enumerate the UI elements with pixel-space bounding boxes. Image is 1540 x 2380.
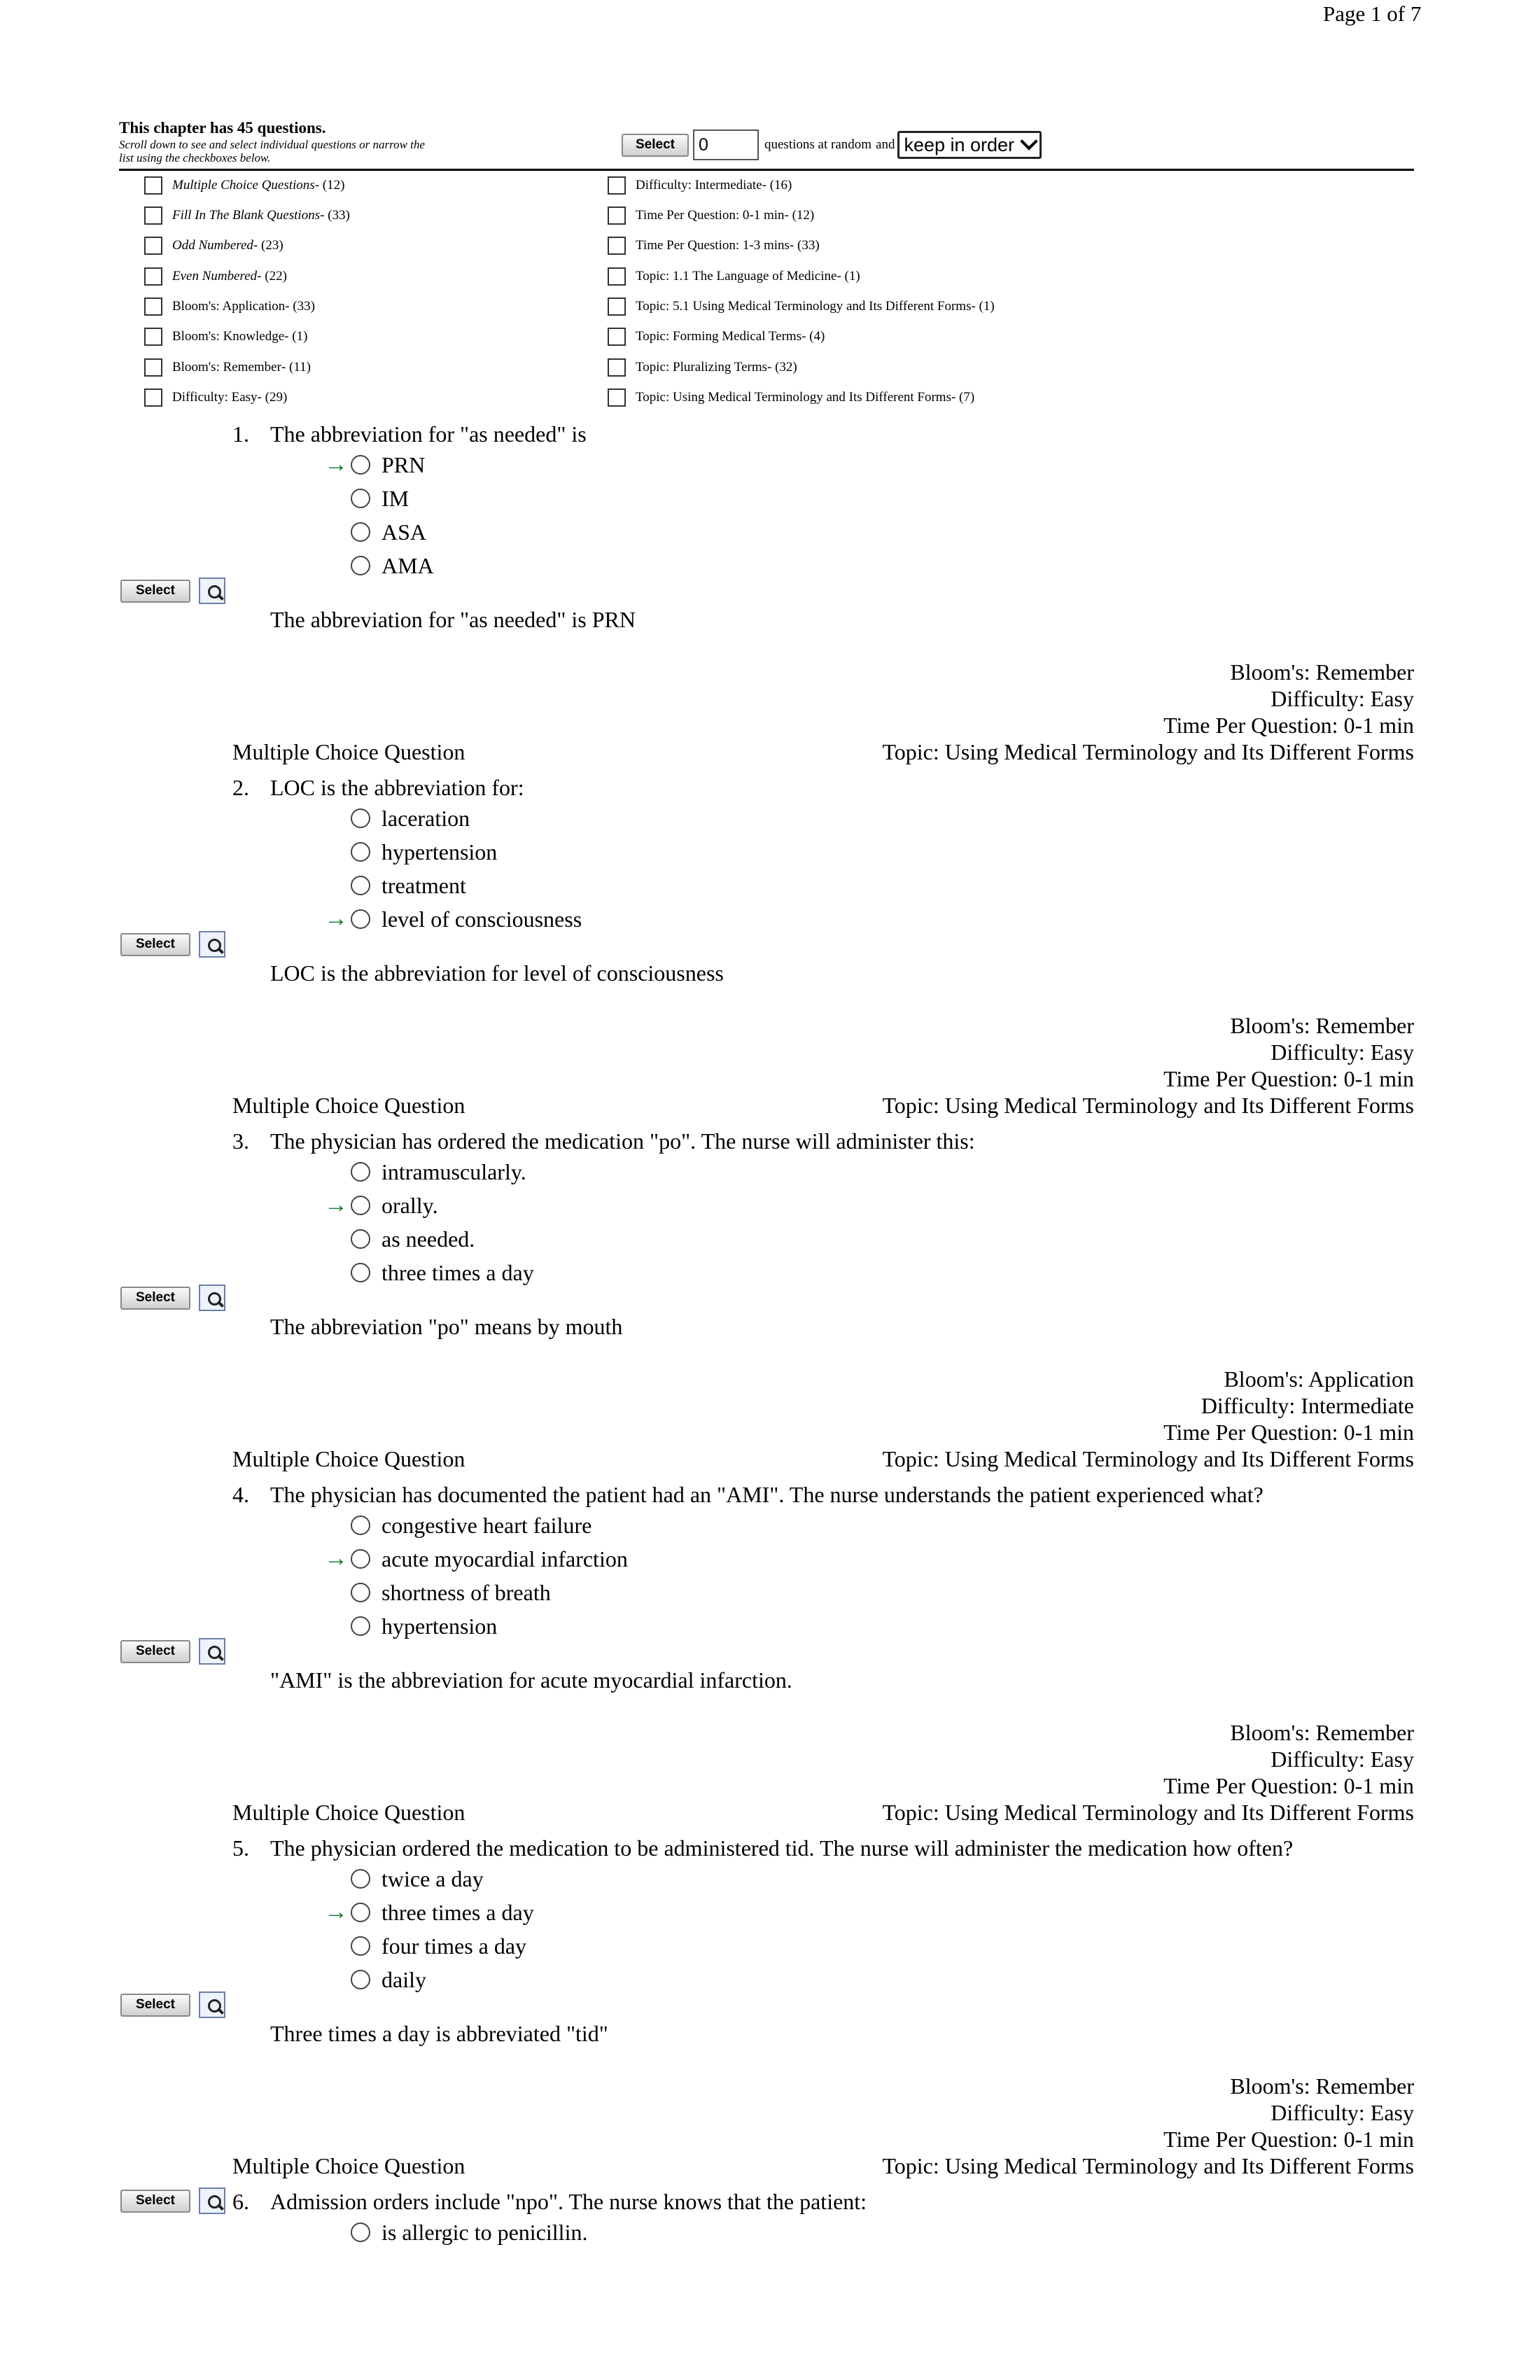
filter-count: - (22) [257, 269, 287, 284]
option-text: four times a day [382, 1933, 527, 1959]
question-stem [232, 774, 524, 802]
radio-button[interactable] [351, 1263, 370, 1282]
filter-label: Fill In The Blank Questions [172, 208, 321, 223]
filter-count: - (1) [836, 269, 860, 284]
question-text: The physician ordered the medication to be administered tid. The nurse will administer the medication how often? [270, 1835, 1294, 1861]
question-count-input[interactable]: 0 [693, 130, 759, 160]
question-metadata [882, 2073, 1414, 2179]
correct-arrow-icon: → [324, 451, 348, 477]
question-actions [120, 2188, 225, 2214]
filter-count: - (33) [285, 299, 315, 314]
answer-feedback: "AMI" is the abbreviation for acute myocardial infarction. [270, 1667, 792, 1693]
filter-option[interactable] [608, 387, 974, 408]
select-question-button[interactable]: Select [120, 2190, 190, 2213]
question-text: The physician has documented the patient had an "AMI". The nurse understands the patient experienced what? [270, 1482, 1264, 1507]
filter-checkbox[interactable] [608, 298, 626, 316]
filter-label: Difficulty: Intermediate [636, 178, 762, 192]
answer-option[interactable] [318, 1865, 484, 1893]
filter-label: Time Per Question: 1-3 mins [636, 238, 790, 253]
filter-label: Bloom's: Application [172, 299, 286, 314]
filter-checkbox[interactable] [608, 267, 626, 286]
question-stem [232, 1127, 975, 1155]
question-metadata [882, 659, 1414, 765]
option-text: IM [382, 485, 410, 511]
question-text: The abbreviation for "as needed" is [270, 421, 587, 447]
question-number: 1. [232, 421, 249, 447]
radio-button[interactable] [351, 1583, 370, 1602]
filter-option[interactable] [608, 326, 825, 347]
answer-option[interactable] [318, 1612, 497, 1640]
filter-option[interactable] [144, 205, 350, 226]
chapter-title: This chapter has 45 questions. [119, 119, 326, 136]
filter-checkbox[interactable] [608, 388, 626, 407]
random-select-button[interactable]: Select [622, 134, 689, 157]
question-text: The physician has ordered the medication "po". The nurse will administer this: [270, 1128, 975, 1154]
filter-label: Difficulty: Easy [172, 390, 258, 405]
select-question-button[interactable]: Select [120, 580, 190, 603]
filter-label: Bloom's: Knowledge [172, 329, 285, 344]
filter-checkbox[interactable] [608, 328, 626, 346]
answer-option[interactable] [318, 1578, 551, 1606]
chevron-down-icon [1020, 132, 1037, 150]
filter-checkbox[interactable] [144, 328, 162, 346]
option-text: orally. [382, 1192, 438, 1218]
filter-option[interactable] [608, 296, 995, 317]
answer-feedback: The abbreviation "po" means by mouth [270, 1314, 623, 1339]
filter-label: Topic: 5.1 Using Medical Terminology and Its Different Forms [636, 299, 972, 314]
question-number: 4. [232, 1482, 249, 1507]
metadata-bloom: Bloom's: Remember [1230, 659, 1414, 685]
metadata-time: Time Per Question: 0-1 min [1163, 713, 1414, 738]
filter-count: - (12) [314, 178, 345, 192]
answer-option[interactable] [318, 552, 434, 580]
answer-feedback: LOC is the abbreviation for level of consciousness [270, 960, 724, 986]
question-stem [232, 1834, 1293, 1862]
magnifier-icon[interactable] [199, 931, 225, 958]
answer-option[interactable] [318, 872, 466, 899]
magnifier-icon[interactable] [199, 1991, 225, 2018]
question-number: 6. [232, 2189, 249, 2214]
filter-count: - (7) [951, 390, 975, 405]
metadata-topic: Topic: Using Medical Terminology and Its Different Forms [882, 2153, 1414, 2178]
filter-label: Topic: Forming Medical Terms [636, 329, 802, 344]
magnifier-icon[interactable] [199, 1284, 225, 1311]
answer-option[interactable] [318, 838, 497, 866]
answer-feedback: The abbreviation for "as needed" is PRN [270, 607, 636, 632]
question-type: Multiple Choice Question [232, 1800, 465, 1825]
random-select-controls [622, 130, 1042, 160]
metadata-difficulty: Difficulty: Easy [1270, 1746, 1414, 1772]
filter-checkbox[interactable] [144, 358, 162, 377]
radio-button[interactable] [351, 1549, 370, 1569]
answer-feedback: Three times a day is abbreviated "tid" [270, 2021, 608, 2046]
option-text: laceration [382, 805, 470, 831]
filter-checkbox[interactable] [144, 388, 162, 407]
question-actions [120, 578, 225, 604]
filter-checkbox[interactable] [608, 206, 626, 225]
filter-label: Odd Numbered [172, 238, 253, 253]
filter-count: - (33) [320, 208, 350, 223]
metadata-time: Time Per Question: 0-1 min [1163, 1066, 1414, 1091]
option-text: level of consciousness [382, 906, 582, 932]
question-stem [232, 420, 587, 448]
filter-label: Multiple Choice Questions [172, 178, 315, 192]
option-text: three times a day [382, 1899, 534, 1925]
magnifier-icon[interactable] [199, 578, 225, 604]
chapter-header [119, 119, 1414, 171]
metadata-bloom: Bloom's: Remember [1230, 1013, 1414, 1038]
option-text: three times a day [382, 1259, 534, 1285]
radio-button[interactable] [351, 909, 370, 929]
answer-option[interactable] [318, 2218, 587, 2246]
filter-option[interactable] [144, 296, 315, 317]
correct-arrow-icon: → [324, 1899, 348, 1925]
question-text: Admission orders include "npo". The nurse knows that the patient: [270, 2189, 867, 2214]
select-question-button[interactable]: Select [120, 1287, 190, 1310]
radio-button[interactable] [351, 1903, 370, 1922]
option-text: is allergic to penicillin. [382, 2219, 588, 2245]
magnifier-icon[interactable] [199, 1638, 225, 1665]
filter-option[interactable] [144, 387, 287, 408]
radio-button[interactable] [351, 556, 370, 575]
radio-button[interactable] [351, 808, 370, 828]
answer-option[interactable] [318, 1259, 534, 1287]
option-text: AMA [382, 552, 434, 578]
question-type: Multiple Choice Question [232, 739, 465, 764]
metadata-difficulty: Difficulty: Intermediate [1200, 1393, 1414, 1418]
filter-checkbox[interactable] [608, 176, 626, 195]
filter-option[interactable] [144, 326, 307, 347]
question-metadata [882, 1719, 1414, 1826]
metadata-difficulty: Difficulty: Easy [1270, 1040, 1414, 1065]
filter-count: - (11) [281, 360, 311, 374]
and-label: and [876, 137, 895, 152]
filter-checkbox[interactable] [144, 237, 162, 255]
filter-option[interactable] [144, 266, 287, 287]
radio-button[interactable] [351, 1196, 370, 1215]
option-text: congestive heart failure [382, 1512, 592, 1538]
filter-option[interactable] [608, 235, 820, 256]
instructions: Scroll down to see and select individual questions or narrow the list using the checkboxes below. [119, 138, 425, 164]
answer-option[interactable] [318, 451, 425, 479]
filter-checkbox[interactable] [144, 267, 162, 286]
question-actions [120, 1991, 225, 2018]
option-text: as needed. [382, 1226, 475, 1252]
question-actions [120, 1638, 225, 1665]
option-text: acute myocardial infarction [382, 1546, 628, 1572]
filter-label: Topic: Pluralizing Terms [636, 360, 768, 374]
answer-option[interactable] [318, 804, 470, 832]
question-number: 3. [232, 1128, 249, 1154]
option-text: daily [382, 1966, 426, 1992]
question-actions [120, 931, 225, 958]
option-text: hypertension [382, 1613, 498, 1639]
filter-checkbox[interactable] [608, 358, 626, 377]
filter-checkbox[interactable] [144, 206, 162, 225]
radio-button[interactable] [351, 1616, 370, 1636]
option-text: twice a day [382, 1865, 484, 1891]
metadata-time: Time Per Question: 0-1 min [1163, 1773, 1414, 1798]
metadata-bloom: Bloom's: Remember [1230, 2073, 1414, 2099]
question-type: Multiple Choice Question [232, 1446, 465, 1471]
select-question-button[interactable]: Select [120, 1994, 190, 2017]
metadata-bloom: Bloom's: Application [1224, 1366, 1414, 1392]
metadata-bloom: Bloom's: Remember [1230, 1720, 1414, 1745]
metadata-difficulty: Difficulty: Easy [1270, 2100, 1414, 2125]
radio-button[interactable] [351, 1516, 370, 1535]
order-select[interactable] [897, 131, 1042, 159]
option-text: PRN [382, 451, 426, 477]
filter-checkbox[interactable] [144, 298, 162, 316]
answer-option[interactable] [318, 1225, 475, 1253]
question-number: 5. [232, 1835, 249, 1861]
option-text: hypertension [382, 839, 498, 864]
filter-count: - (33) [789, 238, 820, 253]
question-type: Multiple Choice Question [232, 1093, 465, 1118]
select-question-button[interactable]: Select [120, 933, 190, 956]
select-question-button[interactable]: Select [120, 1640, 190, 1663]
filter-count: - (12) [784, 208, 815, 223]
filter-count: - (1) [971, 299, 995, 314]
answer-option[interactable] [318, 1511, 592, 1539]
metadata-topic: Topic: Using Medical Terminology and Its Different Forms [882, 1800, 1414, 1825]
correct-arrow-icon: → [324, 906, 348, 932]
filter-count: - (32) [767, 360, 797, 374]
filter-label: Bloom's: Remember [172, 360, 281, 374]
radio-button[interactable] [351, 522, 370, 542]
filter-option[interactable] [608, 205, 814, 226]
radio-button[interactable] [351, 1869, 370, 1889]
option-text: intramuscularly. [382, 1158, 526, 1184]
correct-arrow-icon: → [324, 1546, 348, 1572]
question-stem [232, 2188, 867, 2216]
filter-option[interactable] [608, 266, 860, 287]
question-stem [232, 1480, 1264, 1508]
filter-label: Even Numbered [172, 269, 258, 284]
metadata-difficulty: Difficulty: Easy [1270, 686, 1414, 711]
radio-button[interactable] [351, 1936, 370, 1956]
page-number: Page 1 of 7 [1323, 1, 1422, 26]
metadata-time: Time Per Question: 0-1 min [1163, 1420, 1414, 1445]
option-text: treatment [382, 872, 466, 898]
metadata-topic: Topic: Using Medical Terminology and Its Different Forms [882, 1446, 1414, 1471]
filter-count: - (29) [257, 390, 288, 405]
answer-option[interactable] [318, 1191, 438, 1219]
question-actions [120, 1284, 225, 1311]
answer-option[interactable] [318, 484, 409, 512]
answer-option[interactable] [318, 1966, 426, 1994]
option-text: ASA [382, 519, 427, 545]
question-metadata [882, 1366, 1414, 1472]
filter-option[interactable] [144, 235, 284, 256]
radio-button[interactable] [351, 842, 370, 862]
question-metadata [882, 1012, 1414, 1119]
filter-label: Topic: 1.1 The Language of Medicine [636, 269, 837, 284]
answer-option[interactable] [318, 1158, 526, 1186]
question-text: LOC is the abbreviation for: [270, 775, 524, 800]
metadata-time: Time Per Question: 0-1 min [1163, 2127, 1414, 2152]
answer-option[interactable] [318, 518, 426, 546]
question-type: Multiple Choice Question [232, 2153, 465, 2178]
option-text: shortness of breath [382, 1579, 551, 1605]
radio-button[interactable] [351, 1229, 370, 1249]
filter-option[interactable] [144, 175, 344, 196]
filter-option[interactable] [608, 175, 792, 196]
radio-button[interactable] [351, 489, 370, 508]
answer-option[interactable] [318, 905, 582, 933]
filter-count: - (1) [284, 329, 308, 344]
radio-button[interactable] [351, 455, 370, 475]
answer-option[interactable] [318, 1545, 628, 1573]
radio-button[interactable] [351, 876, 370, 895]
filter-option[interactable] [608, 357, 797, 378]
random-label: questions at random [764, 137, 872, 152]
filter-label: Time Per Question: 0-1 min [636, 208, 785, 223]
filter-option[interactable] [144, 357, 311, 378]
radio-button[interactable] [351, 1970, 370, 1989]
magnifier-icon[interactable] [199, 2188, 225, 2214]
filter-count: - (23) [253, 238, 284, 253]
metadata-topic: Topic: Using Medical Terminology and Its Different Forms [882, 1093, 1414, 1118]
filter-checkbox[interactable] [608, 237, 626, 255]
answer-option[interactable] [318, 1932, 526, 1960]
filter-count: - (4) [802, 329, 825, 344]
correct-arrow-icon: → [324, 1192, 348, 1218]
order-select-value: keep in order [904, 134, 1015, 155]
question-number: 2. [232, 775, 249, 800]
filter-label: Topic: Using Medical Terminology and Its Different Forms [636, 390, 951, 405]
radio-button[interactable] [351, 2222, 370, 2242]
filter-count: - (16) [762, 178, 792, 192]
answer-option[interactable] [318, 1898, 534, 1926]
filter-checkbox[interactable] [144, 176, 162, 195]
metadata-topic: Topic: Using Medical Terminology and Its Different Forms [882, 739, 1414, 764]
radio-button[interactable] [351, 1162, 370, 1182]
